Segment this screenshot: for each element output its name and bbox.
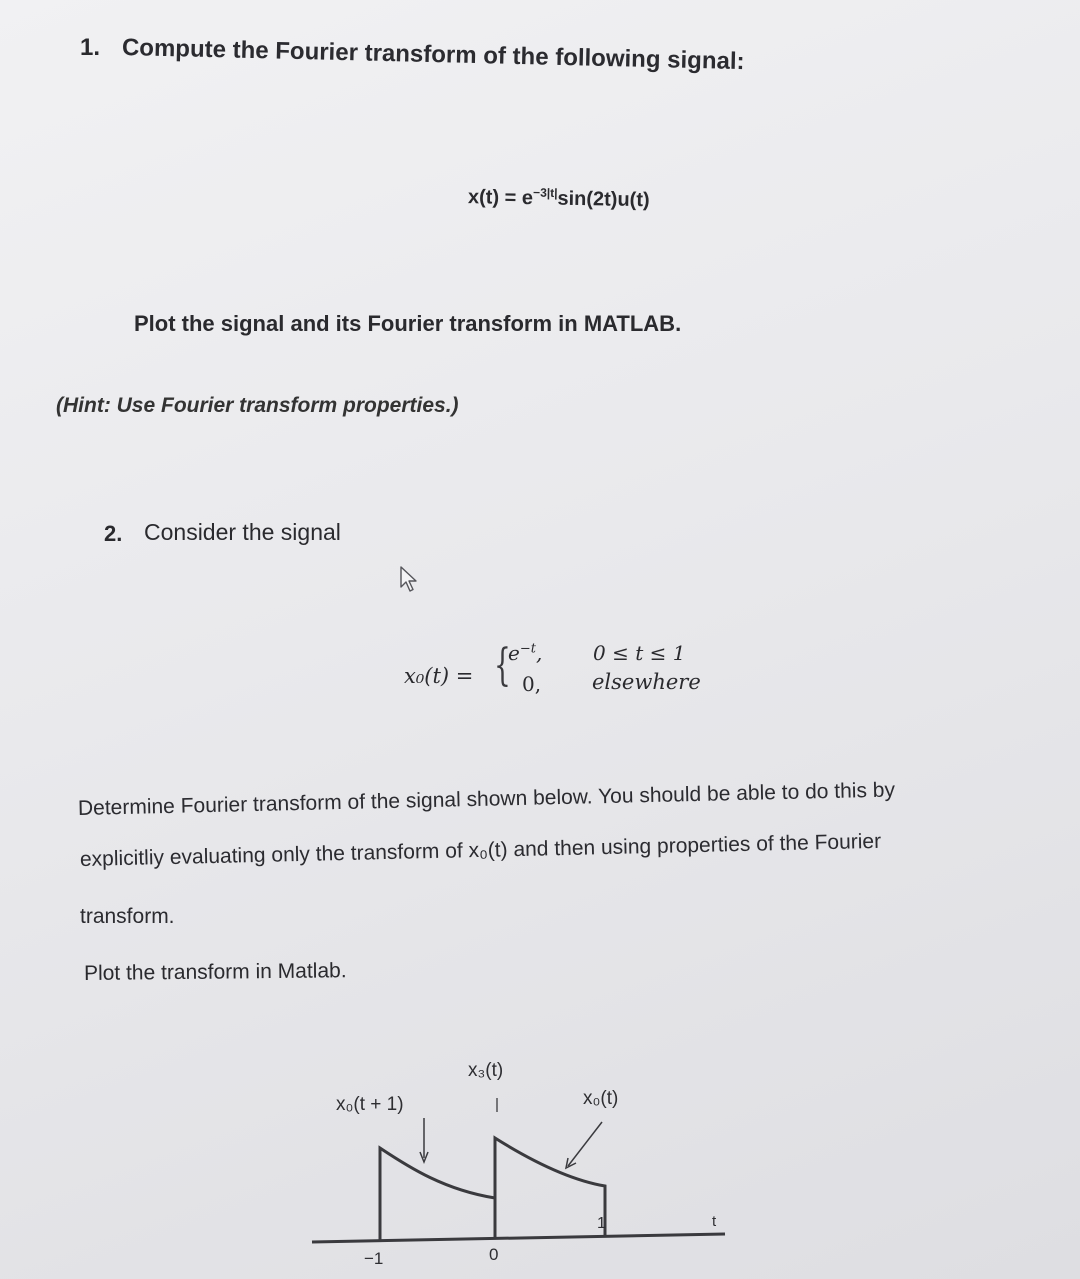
signal-case-1 [508, 641, 542, 665]
case-1-separator: , [535, 641, 543, 665]
equation-rhs: sin(2t)u(t) [557, 187, 650, 212]
question-2-number: 2. [104, 521, 123, 546]
signal-definition-brace: { [494, 640, 511, 691]
tick-label-neg1: −1 [364, 1249, 384, 1268]
question-2-plot-instruction: Plot the transform in Matlab. [83, 959, 347, 985]
tick-label-1: 1 [597, 1215, 606, 1232]
equation-lhs: x(t) = e [467, 186, 534, 210]
shifted-signal-label: x₀(t + 1) [336, 1094, 404, 1115]
signal-definition-lhs: x₀(t) = [404, 664, 474, 688]
time-axis-label: t [712, 1213, 717, 1230]
x0-signal-label: x₀(t) [583, 1088, 619, 1109]
mouse-cursor-icon [398, 565, 422, 598]
base-signal-curve [495, 1138, 605, 1236]
question-2-paragraph-line-2: explicitliy evaluating only the transform of x₀(t) and then using properties of the Fourier [79, 829, 882, 871]
question-1-prompt: Compute the Fourier transform of the following signal: [121, 34, 745, 76]
tick-label-0: 0 [489, 1245, 499, 1264]
equation-exponent: −3|t| [533, 185, 558, 200]
question-1-plot-instruction: Plot the signal and its Fourier transform in MATLAB. [134, 311, 682, 336]
question-2-paragraph-line-3: transform. [80, 905, 175, 928]
signal-condition-2: elsewhere [592, 670, 701, 694]
question-2-paragraph-line-1: Determine Fourier transform of the signal shown below. You should be able to do this by [77, 778, 896, 820]
question-1-number: 1. [80, 34, 101, 61]
signal-condition-1: 0 ≤ t ≤ 1 [593, 641, 686, 665]
question-2-prompt: Consider the signal [144, 519, 341, 545]
signal-figure [300, 1040, 740, 1279]
question-1-hint: (Hint: Use Fourier transform properties.) [56, 394, 459, 417]
time-axis [312, 1234, 725, 1242]
x3-signal-label: x₃(t) [468, 1060, 504, 1081]
shifted-signal-curve [380, 1148, 495, 1241]
signal-case-2: 0, [522, 672, 542, 696]
case-1-base: e [508, 641, 520, 665]
x0-label-arrow [568, 1122, 602, 1166]
question-1-equation [468, 184, 650, 212]
case-1-exponent: −t [519, 641, 536, 657]
